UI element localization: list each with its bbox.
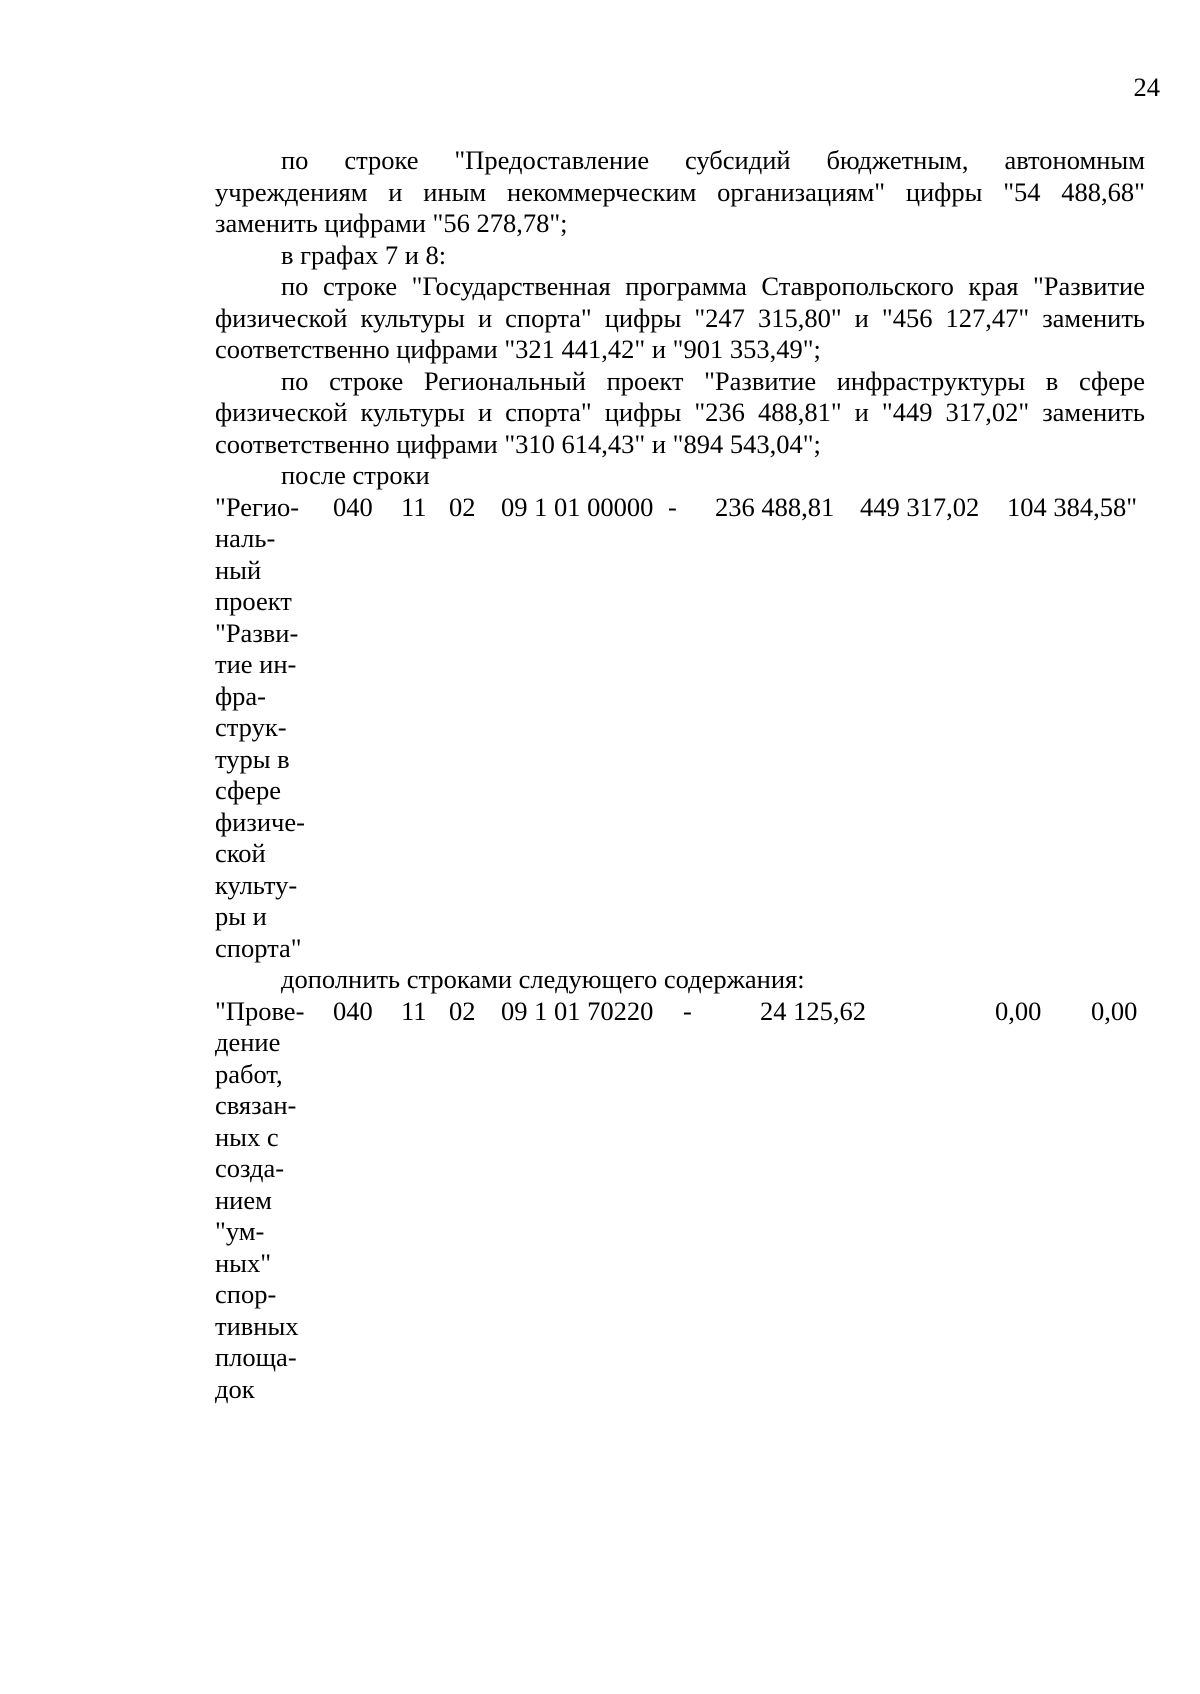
- paragraph-regional-project: по строке Региональный проект "Развитие инфраструктуры в сфере физической культуры и спорта" цифры "236 488,81" и "449 317,02" заменить соответственно цифрами "310 614,43" и "894 543,04";: [215, 365, 1145, 459]
- table-row-smart-sports-grounds: [215, 996, 1145, 1406]
- sum-year-3: 0,00: [1091, 995, 1138, 1026]
- row-name-line: тивных: [215, 1310, 299, 1341]
- row-name-line: ный: [215, 554, 262, 585]
- row-name-line: ры и: [215, 901, 267, 931]
- row-name-line: культу-: [215, 869, 298, 900]
- sum-year-3: 104 384,58": [1007, 491, 1138, 522]
- row-name-line: проект: [215, 586, 292, 616]
- sum-year-2: 0,00: [995, 995, 1042, 1026]
- row-name-line: связан-: [215, 1090, 297, 1120]
- ministry-code: 040: [333, 491, 373, 522]
- document-body: [215, 145, 1145, 1405]
- row-name-line: туры в: [215, 743, 290, 774]
- row-name-line: наль-: [215, 523, 276, 553]
- supplement-label: дополнить строками следующего содержания:: [281, 964, 805, 994]
- subsection-code: 02: [449, 491, 476, 522]
- row-name-line: ных": [215, 1247, 272, 1278]
- sum-year-1: 24 125,62: [760, 995, 866, 1026]
- row-name-line: фра-: [215, 680, 267, 711]
- sum-year-2: 449 317,02: [860, 491, 980, 522]
- row-name-line: сфере: [215, 775, 282, 805]
- section-code: 11: [401, 491, 427, 522]
- row-name-line: ных с: [215, 1121, 279, 1152]
- paragraph-columns: в графах 7 и 8:: [281, 239, 447, 270]
- row-name-line: дение: [215, 1027, 281, 1057]
- row-name-line: нием: [215, 1184, 272, 1215]
- row-name-line: ской: [215, 838, 266, 868]
- row-name-line: площа-: [215, 1342, 297, 1372]
- section-code: 11: [401, 995, 427, 1026]
- row-name-line: струк-: [215, 712, 287, 742]
- row-name-line: "Регио-: [215, 491, 300, 522]
- paragraph-state-program: по строке "Государственная программа Ставропольского края "Развитие физической культуры и спорта" цифры "247 315,80" и "456 127,47" заменить соответственно цифрами "321 441,42" и "901 353,49";: [215, 271, 1145, 364]
- row-name-line: спорта": [215, 932, 302, 963]
- row-name-line: созда-: [215, 1153, 285, 1183]
- row-name: [215, 996, 310, 1406]
- row-name-line: "Прове-: [215, 995, 305, 1026]
- paragraph-subsidies: по строке "Предоставление субсидий бюджетным, автономным учреждениям и иным некоммерческим организациям" цифры "54 488,68" заменить цифрами "56 278,78";: [215, 145, 1145, 238]
- row-name: [215, 492, 310, 965]
- page-number: 24: [1133, 72, 1160, 102]
- row-name-line: "Разви-: [215, 617, 299, 648]
- ministry-code: 040: [333, 995, 373, 1026]
- row-name-line: тие ин-: [215, 649, 297, 679]
- row-name-line: док: [215, 1373, 255, 1404]
- sum-year-1: 236 488,81: [715, 491, 835, 522]
- expense-type-code: -: [668, 491, 677, 522]
- row-name-line: физиче-: [215, 806, 305, 837]
- target-article-code: 09 1 01 70220: [501, 995, 654, 1026]
- row-name-line: работ,: [215, 1058, 283, 1089]
- row-name-line: спор-: [215, 1279, 277, 1309]
- subsection-code: 02: [449, 995, 476, 1026]
- target-article-code: 09 1 01 00000: [501, 491, 654, 522]
- row-name-line: "ум-: [215, 1216, 265, 1246]
- after-line-label: после строки: [281, 460, 430, 490]
- table-row-regional-project: [215, 492, 1145, 965]
- expense-type-code: -: [683, 995, 692, 1026]
